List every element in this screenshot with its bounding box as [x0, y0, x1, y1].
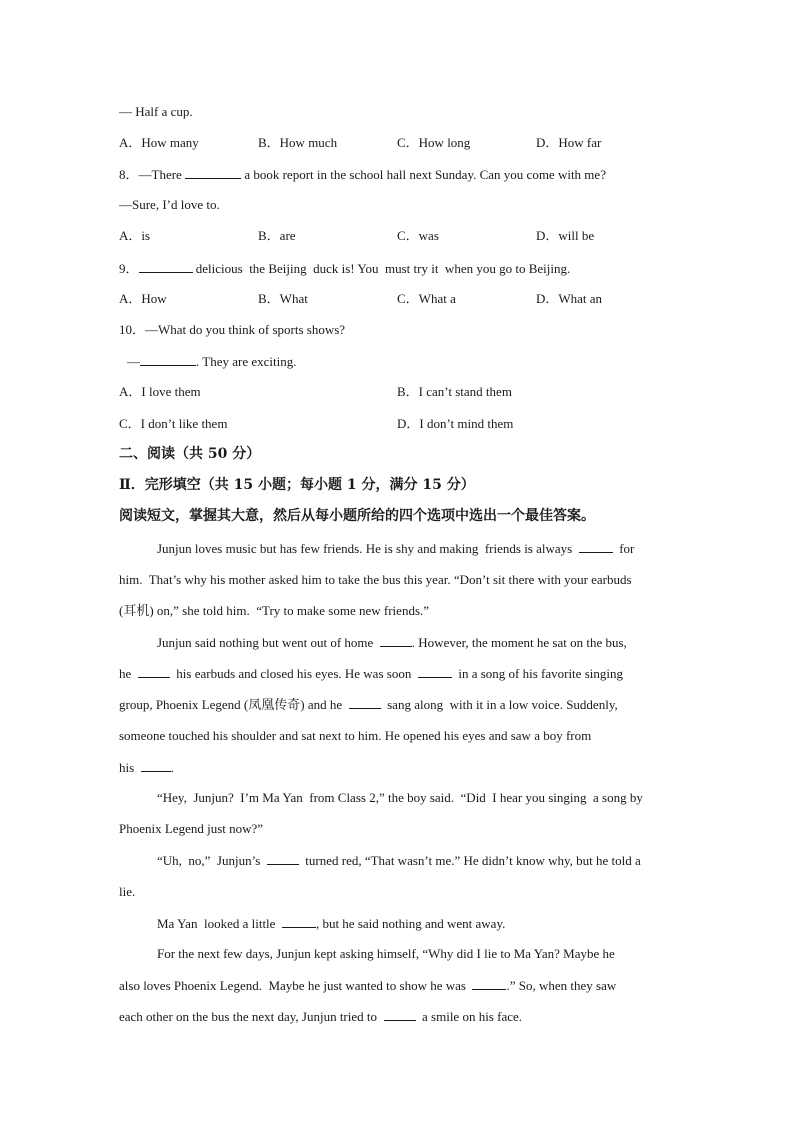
q10-option-a: A．I love them — [119, 384, 201, 399]
q8-reply: —Sure, I’d love to. — [119, 197, 220, 212]
q8-option-a: A．is — [119, 228, 151, 243]
section-instruction: 阅读短文，掌握其大意，然后从每小题所给的四个选项中选出一个最佳答案。 — [119, 508, 595, 524]
passage-line: “Hey, Junjun? I’m Ma Yan from Class 2,” the boy said. “Did I hear you singing a song by — [157, 790, 643, 805]
q9-option-b: B．What — [258, 291, 308, 306]
passage-line: Junjun said nothing but went out of home . However, the moment he sat on the bus, — [157, 635, 627, 650]
q9-stem: 9． delicious the Beijing duck is! You must try it when you go to Beijing. — [119, 261, 571, 276]
q10-blank — [140, 353, 196, 366]
q8-stem: 8．—There a book report in the school hall next Sunday. Can you come with me? — [119, 167, 606, 182]
q7-option-c: C．How long — [397, 135, 471, 150]
passage-line: “Uh, no,” Junjun’s turned red, “That wasn’t me.” He didn’t know why, but he told a — [157, 853, 641, 868]
q7-option-b: B．How much — [258, 135, 338, 150]
section-subtitle: Ⅱ．完形填空（共 15 小题；每小题 1 分，满分 15 分） — [119, 477, 475, 493]
passage-line: Ma Yan looked a little , but he said nothing and went away. — [157, 916, 506, 931]
q8-option-b: B．are — [258, 228, 296, 243]
passage-line: someone touched his shoulder and sat next to him. He opened his eyes and saw a boy from — [119, 728, 592, 743]
q10-option-c: C．I don’t like them — [119, 416, 228, 431]
passage-line: Phoenix Legend just now?” — [119, 821, 264, 836]
passage-line: For the next few days, Junjun kept asking himself, “Why did I lie to Ma Yan? Maybe he — [157, 946, 615, 961]
q7-answer: — Half a cup. — [119, 104, 193, 119]
q9-option-a: A．How — [119, 291, 167, 306]
passage-line: group, Phoenix Legend (凤凰传奇) and he sang along with it in a low voice. Suddenly, — [119, 697, 618, 712]
q10-stem: 10．—What do you think of sports shows? — [119, 322, 346, 337]
passage-line: his . — [119, 760, 174, 775]
passage-line: he his earbuds and closed his eyes. He was soon in a song of his favorite singing — [119, 666, 623, 681]
q9-option-d: D．What an — [536, 291, 603, 306]
q8-option-d: D．will be — [536, 228, 595, 243]
q7-option-a: A．How many — [119, 135, 199, 150]
q10-option-b: B．I can’t stand them — [397, 384, 512, 399]
q10-reply: — . They are exciting. — [127, 354, 297, 369]
q9-blank — [139, 260, 193, 273]
passage-line: lie. — [119, 884, 136, 899]
passage-line: each other on the bus the next day, Junjun tried to a smile on his face. — [119, 1009, 523, 1024]
passage-line: him. That’s why his mother asked him to take the bus this year. “Don’t sit there with your earbuds — [119, 572, 632, 587]
q8-blank — [185, 166, 241, 179]
q9-option-c: C．What a — [397, 291, 456, 306]
passage-line: Junjun loves music but has few friends. He is shy and making friends is always for — [157, 541, 635, 556]
q8-option-c: C．was — [397, 228, 439, 243]
section-title: 二、阅读（共 50 分） — [119, 446, 261, 462]
passage-line: also loves Phoenix Legend. Maybe he just wanted to show he was .” So, when they saw — [119, 978, 617, 993]
q7-option-d: D．How far — [536, 135, 602, 150]
passage-line: (耳机) on,” she told him. “Try to make some new friends.” — [119, 603, 430, 618]
q10-option-d: D．I don’t mind them — [397, 416, 514, 431]
